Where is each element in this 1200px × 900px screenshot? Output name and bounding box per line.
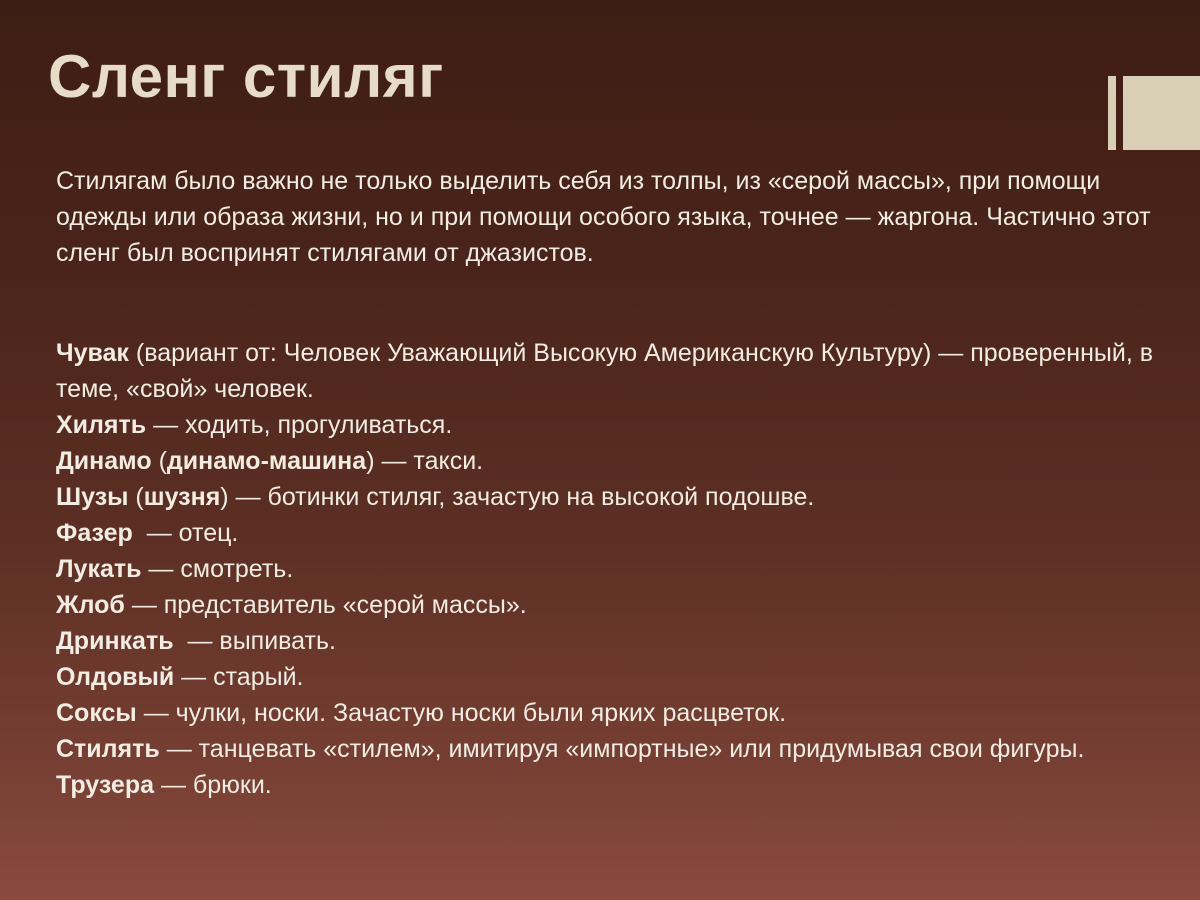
glossary-definition: — отец. bbox=[132, 519, 239, 547]
glossary-term: Шузы bbox=[56, 483, 129, 511]
glossary-term: Чувак bbox=[56, 339, 129, 367]
glossary-definition: — выпивать. bbox=[173, 627, 336, 655]
glossary-term: Соксы bbox=[56, 699, 137, 727]
glossary-term: Хилять bbox=[56, 411, 147, 439]
glossary-item bbox=[56, 587, 1186, 623]
glossary-paren: ( bbox=[128, 483, 144, 511]
glossary-definition: — смотреть. bbox=[141, 555, 294, 583]
glossary-list bbox=[56, 335, 1186, 803]
glossary-item bbox=[56, 659, 1186, 695]
glossary-term: Лукать bbox=[56, 555, 142, 583]
glossary-term: Стилять bbox=[56, 735, 160, 763]
glossary-item bbox=[56, 515, 1186, 551]
glossary-paren: ( bbox=[151, 447, 167, 475]
glossary-definition: ) — ботинки стиляг, зачастую на высокой подошве. bbox=[220, 483, 815, 511]
glossary-definition: ) — такси. bbox=[366, 447, 484, 475]
glossary-item bbox=[56, 767, 1186, 803]
glossary-definition: — старый. bbox=[174, 663, 304, 691]
decorative-bar-wide bbox=[1123, 76, 1200, 150]
glossary-definition: — представитель «серой массы». bbox=[124, 591, 527, 619]
glossary-term: Олдовый bbox=[56, 663, 175, 691]
glossary-term: Дринкать bbox=[56, 627, 174, 655]
glossary-item bbox=[56, 335, 1186, 407]
glossary-item bbox=[56, 407, 1186, 443]
slide-title: Сленг стиляг bbox=[48, 43, 444, 110]
glossary-definition: (вариант от: Человек Уважающий Высокую Американскую Культуру) — проверенный, в теме, «свой» человек. bbox=[56, 339, 1154, 403]
glossary-item bbox=[56, 695, 1186, 731]
glossary-item bbox=[56, 731, 1186, 767]
glossary-item bbox=[56, 623, 1186, 659]
glossary-term-variant: динамо-машина bbox=[166, 447, 367, 475]
glossary-term: Динамо bbox=[56, 447, 152, 475]
decorative-bar-thin bbox=[1108, 76, 1116, 150]
glossary-term: Фазер bbox=[56, 519, 133, 547]
glossary-item bbox=[56, 479, 1186, 515]
glossary-definition: — танцевать «стилем», имитируя «импортные» или придумывая свои фигуры. bbox=[159, 735, 1085, 763]
glossary-item bbox=[56, 551, 1186, 587]
glossary-definition: — брюки. bbox=[154, 771, 272, 799]
intro-paragraph: Стилягам было важно не только выделить себя из толпы, из «серой массы», при помощи одежды или образа жизни, но и при помощи особого языка, точнее — жаргона. Частично этот сленг был воспринят стилягами от джазистов. bbox=[56, 167, 1151, 267]
glossary-term-variant: шузня bbox=[143, 483, 221, 511]
glossary-term: Трузера bbox=[56, 771, 155, 799]
glossary-term: Жлоб bbox=[56, 591, 125, 619]
glossary-definition: — чулки, носки. Зачастую носки были ярких расцветок. bbox=[136, 699, 787, 727]
glossary-definition: — ходить, прогуливаться. bbox=[146, 411, 453, 439]
glossary-item bbox=[56, 443, 1186, 479]
